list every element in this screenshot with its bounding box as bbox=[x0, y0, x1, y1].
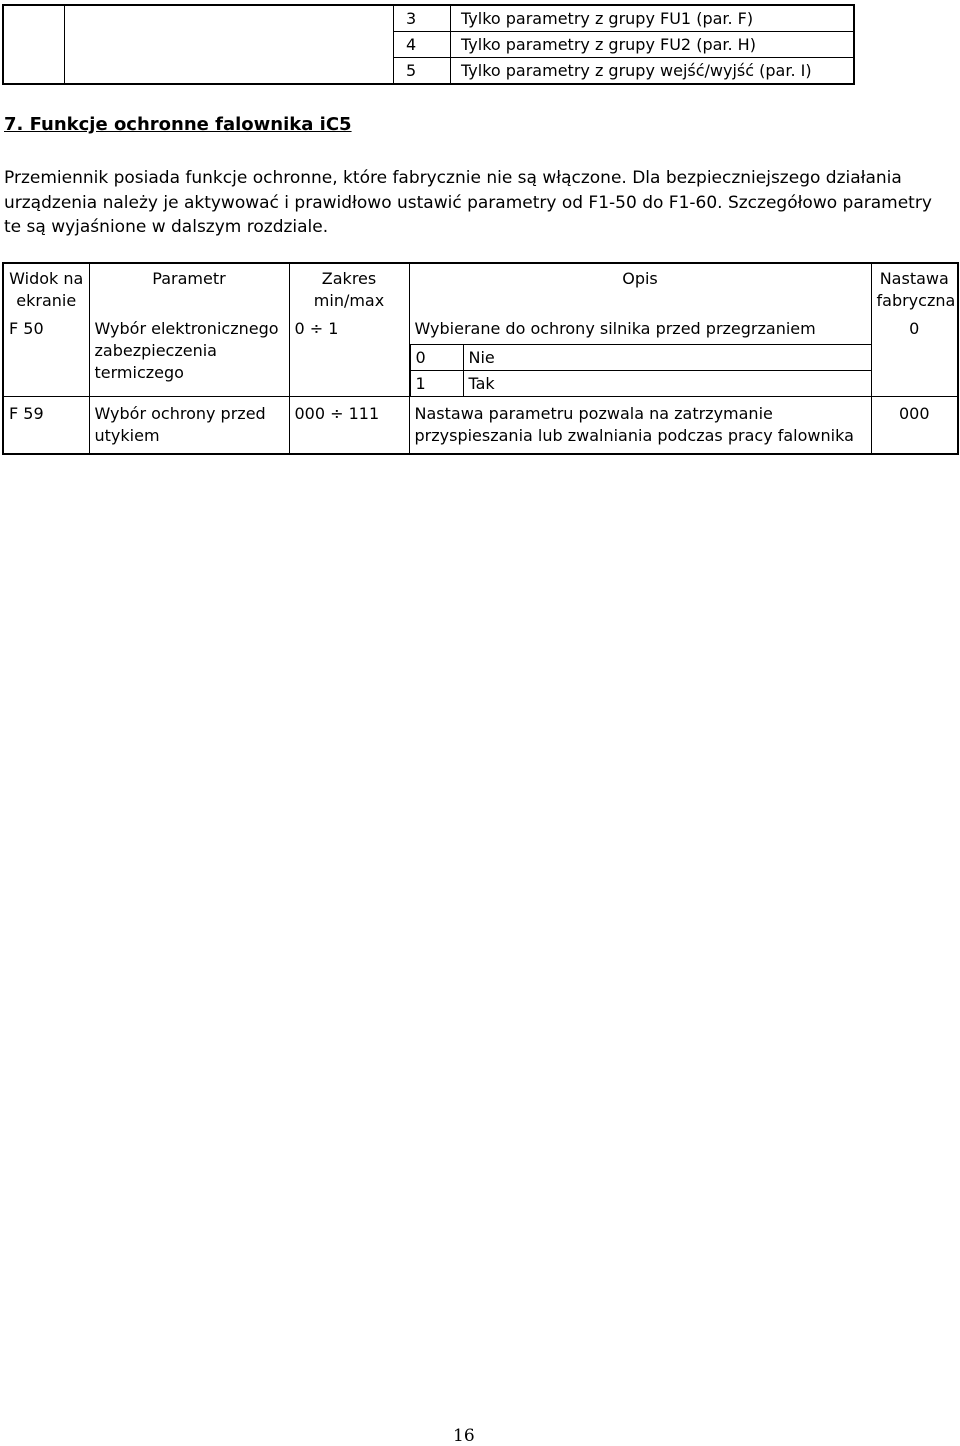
cell-description bbox=[409, 314, 871, 397]
option-label: Tak bbox=[463, 371, 871, 397]
cell-default: 0 bbox=[871, 314, 958, 397]
table-row bbox=[3, 397, 958, 455]
table-header-row bbox=[3, 263, 958, 314]
options-table bbox=[410, 344, 872, 396]
header-description: Opis bbox=[409, 263, 871, 314]
header-default: Nastawa fabryczna bbox=[871, 263, 958, 314]
cell-display: F 50 bbox=[3, 314, 89, 397]
header-range: Zakres min/max bbox=[289, 263, 409, 314]
option-key: 0 bbox=[410, 345, 463, 371]
cell-description: Nastawa parametru pozwala na zatrzymanie przyspieszania lub zwalniania podczas pracy falownika bbox=[409, 397, 871, 455]
option-text: Tylko parametry z grupy FU1 (par. F) bbox=[451, 5, 855, 32]
header-parameter: Parametr bbox=[89, 263, 289, 314]
parameter-table bbox=[2, 262, 959, 455]
cell-default: 000 bbox=[871, 397, 958, 455]
cell-range: 0 ÷ 1 bbox=[289, 314, 409, 397]
header-display: Widok na ekranie bbox=[3, 263, 89, 314]
cell-parameter: Wybór elektronicznego zabezpieczenia termiczego bbox=[89, 314, 289, 397]
option-label: Nie bbox=[463, 345, 871, 371]
cell-display: F 59 bbox=[3, 397, 89, 455]
section-heading: 7. Funkcje ochronne falownika iC5 bbox=[4, 114, 352, 135]
continuation-table bbox=[2, 4, 855, 85]
page-number: 16 bbox=[453, 1426, 475, 1446]
option-text: Tylko parametry z grupy wejść/wyjść (par. I) bbox=[451, 58, 855, 85]
option-number: 4 bbox=[394, 32, 451, 58]
intro-paragraph: Przemiennik posiada funkcje ochronne, które fabrycznie nie są włączone. Dla bezpieczniejszego działania urządzenia należy je aktywować i prawidłowo ustawić parametry od F1-50 do F1-60. Szczegółowo parametry te są wyjaśnione w dalszym rozdziale. bbox=[4, 168, 932, 237]
table-row bbox=[3, 314, 958, 397]
table-row bbox=[3, 5, 854, 32]
option-number: 3 bbox=[394, 5, 451, 32]
option-row bbox=[410, 345, 871, 371]
option-text: Tylko parametry z grupy FU2 (par. H) bbox=[451, 32, 855, 58]
empty-cell bbox=[3, 5, 65, 84]
option-row bbox=[410, 371, 871, 397]
option-key: 1 bbox=[410, 371, 463, 397]
cell-range: 000 ÷ 111 bbox=[289, 397, 409, 455]
option-number: 5 bbox=[394, 58, 451, 85]
cell-parameter: Wybór ochrony przed utykiem bbox=[89, 397, 289, 455]
empty-cell bbox=[65, 5, 394, 84]
description-text: Wybierane do ochrony silnika przed przegrzaniem bbox=[414, 319, 816, 338]
